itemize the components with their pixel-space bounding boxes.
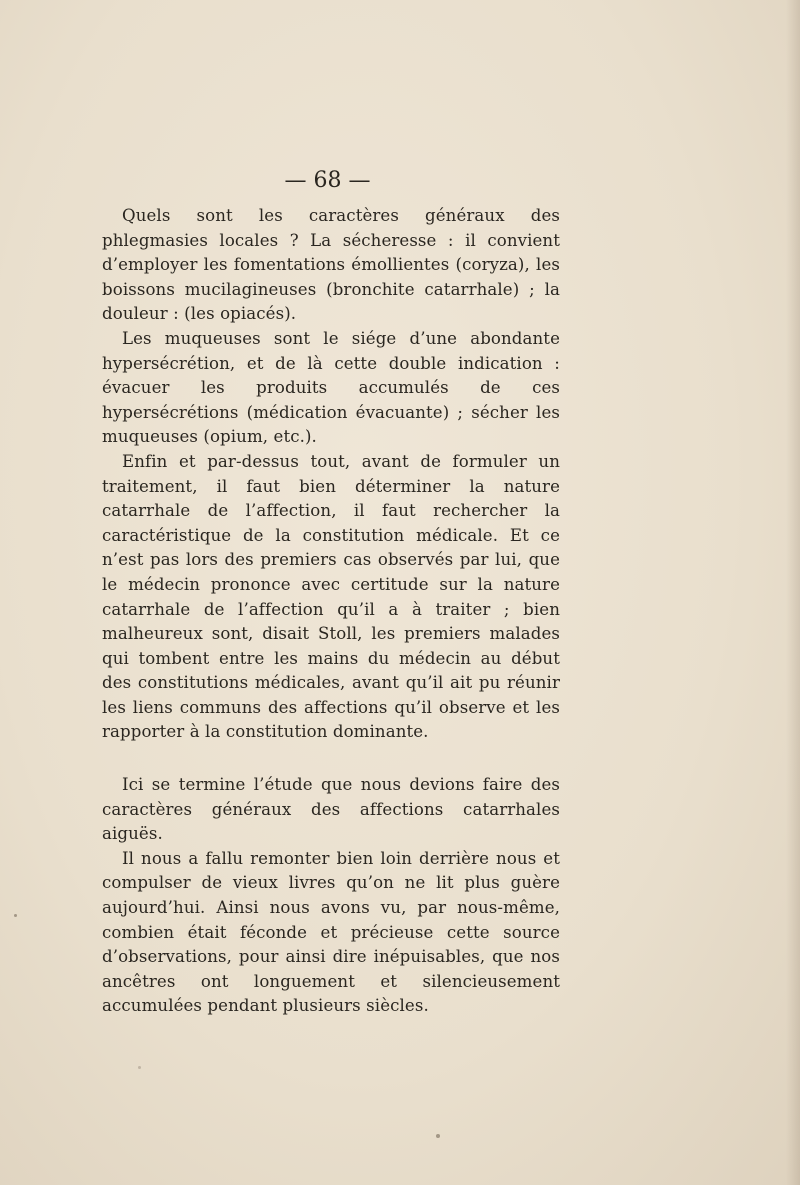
text-section-2 (102, 773, 560, 1019)
paragraph: Ici se termine l’étude que nous devions faire des caractères généraux des affections catarrhales aiguës. (102, 775, 560, 844)
text-section-1 (102, 204, 560, 745)
paragraph: Enfin et par-dessus tout, avant de formuler un traitement, il faut bien déterminer la nature catarrhale de l’affection, il faut rechercher la caractéristique de la constitution médicale. Et ce n’est pas lors des premiers cas observés par lui, que le médecin prononce avec certitude sur la nature catarrhale de l’affection qu’il a à traiter ; bien malheureux sont, disait Stoll, les premiers malades qui tombent entre les mains du médecin au début des constitutions médicales, avant qu’il ait pu réunir les liens communs des affections qu’il observe et les rapporter à la constitution dominante. (102, 451, 560, 742)
paragraph: Il nous a fallu remonter bien loin derrière nous et compulser de vieux livres qu’on ne lit plus guère aujourd’hui. Ainsi nous avons vu, par nous-même, combien était féconde et précieuse cette source d’observations, pour ainsi dire inépuisables, que nos ancêtres ont longuement et silencieusement accumulées pendant plusieurs siècles. (102, 848, 560, 1016)
paragraph: Les muqueuses sont le siége d’une abondante hypersécrétion, et de là cette double indication : évacuer les produits accumulés de ces hypersécrétions (médication évacuante) ; sécher les muqueuses (opium, etc.). (102, 328, 560, 447)
paragraph: Quels sont les caractères généraux des phlegmasies locales ? La sécheresse : il convient d’employer les fomentations émollientes (coryza), les boissons mucilagineuses (bronchite catarrhale) ; la douleur : (les opiacés). (102, 206, 560, 324)
paper-spot (14, 914, 17, 917)
page-number: — 68 — (284, 168, 371, 193)
paper-spot (138, 1066, 141, 1069)
paper-spot (436, 1134, 440, 1138)
page-edge-shadow (786, 0, 800, 1185)
